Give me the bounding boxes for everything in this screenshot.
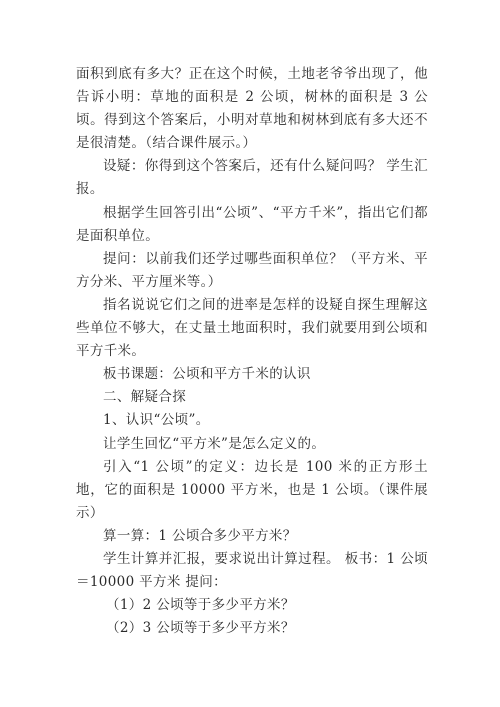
paragraph-introduce-units: 根据学生回答引出“公顷”、“平方千米”，指出它们都是面积单位。 (76, 204, 428, 244)
paragraph-question: 设疑：你得到这个答案后，还有什么疑问吗？ 学生汇报。 (76, 158, 428, 198)
question-item-1: （1）2 公顷等于多少平方米？ (106, 597, 295, 614)
paragraph-conversion-rate: 指名说说它们之间的进率是怎样的设疑自探生理解这些单位不够大，在丈量土地面积时，我们就要用到公顷和平方千米。 (76, 296, 428, 360)
paragraph-recall-definition: 让学生回忆“平方米”是怎么定义的。 (103, 435, 326, 452)
section-heading: 二、解疑合探 (103, 389, 187, 406)
document-body (76, 63, 428, 640)
paragraph-lesson-title: 板书课题：公顷和平方千米的认识 (103, 366, 311, 383)
subsection-heading: 1、认识“公顷”。 (103, 412, 210, 429)
paragraph-student-report: 学生计算并汇报，要求说出计算过程。 板书：1 公顷＝10000 平方米 提问： (76, 550, 428, 591)
paragraph-hectare-definition: 引入“1 公顷”的定义：边长是 100 米的正方形土地，它的面积是 10000 平方米，也是 1 公顷。（课件展示） (76, 458, 428, 521)
paragraph-previous-units: 提问：以前我们还学过哪些面积单位？（平方米、平方分米、平方厘米等。） (76, 250, 428, 290)
question-item-2: （2）3 公顷等于多少平方米？ (106, 620, 295, 637)
paragraph-calculate: 算一算：1 公顷合多少平方米？ (103, 527, 297, 544)
paragraph-story-continued: 面积到底有多大？正在这个时候，土地老爷爷出现了，他告诉小明：草地的面积是 2 公顷，树林的面积是 3 公顷。得到这个答案后，小明对草地和树林到底有多大还不是很清楚。（结合课件展示。） (76, 66, 428, 152)
